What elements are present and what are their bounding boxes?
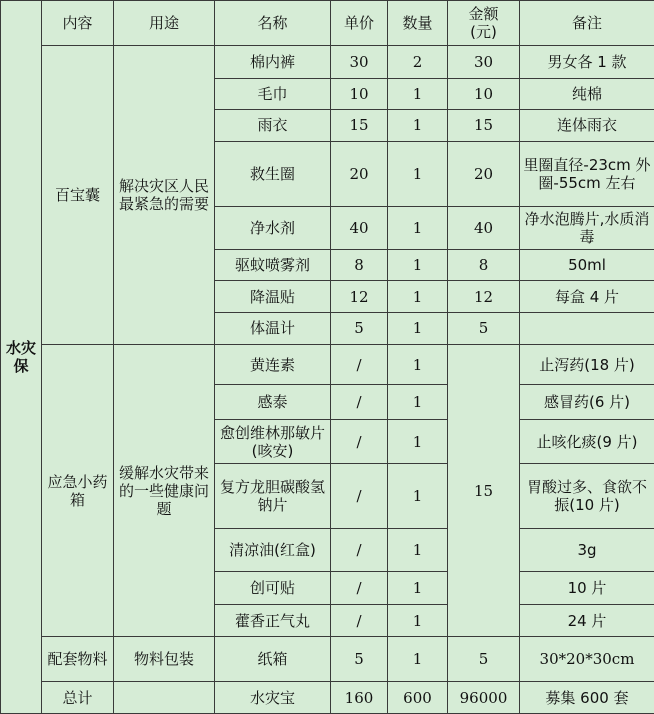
item-note: 胃酸过多、食欲不振(10 片) [520, 464, 654, 529]
item-price: / [331, 604, 388, 637]
item-note: 里圈直径-23cm 外圈-55cm 左右 [520, 141, 654, 206]
kit-title [1, 1, 42, 714]
item-name: 感泰 [215, 385, 331, 420]
group-purpose-kit: 解决灾区人民最紧急的需要 [114, 45, 215, 344]
item-note: 男女各 1 款 [520, 45, 654, 78]
item-qty: 1 [388, 110, 448, 142]
item-qty: 1 [388, 141, 448, 206]
header-note: 备注 [520, 1, 654, 46]
item-qty: 1 [388, 249, 448, 281]
item-qty: 2 [388, 45, 448, 78]
item-name: 创可贴 [215, 572, 331, 605]
item-note: 30*20*30cm [520, 637, 654, 682]
item-amount: 10 [448, 78, 520, 110]
item-note: 连体雨衣 [520, 110, 654, 142]
item-amount: 5 [448, 313, 520, 345]
header-purpose: 用途 [114, 1, 215, 46]
item-note: 50ml [520, 249, 654, 281]
item-price: / [331, 344, 388, 385]
total-qty: 600 [388, 682, 448, 714]
item-price: 5 [331, 637, 388, 682]
total-empty [114, 682, 215, 714]
item-name: 清凉油(红盒) [215, 529, 331, 572]
item-amount: 5 [448, 637, 520, 682]
item-price: 30 [331, 45, 388, 78]
item-qty: 1 [388, 464, 448, 529]
total-note: 募集 600 套 [520, 682, 654, 714]
item-name: 驱蚊喷雾剂 [215, 249, 331, 281]
item-qty: 1 [388, 572, 448, 605]
item-amount: 20 [448, 141, 520, 206]
item-name: 棉内裤 [215, 45, 331, 78]
group-content-kit: 百宝囊 [42, 45, 114, 344]
item-name: 纸箱 [215, 637, 331, 682]
item-name: 毛巾 [215, 78, 331, 110]
item-qty: 1 [388, 78, 448, 110]
item-qty: 1 [388, 529, 448, 572]
item-price: / [331, 529, 388, 572]
item-amount: 30 [448, 45, 520, 78]
item-qty: 1 [388, 344, 448, 385]
header-price: 单价 [331, 1, 388, 46]
group-amount-med: 15 [448, 344, 520, 637]
item-qty: 1 [388, 313, 448, 345]
item-amount: 8 [448, 249, 520, 281]
item-note: 净水泡腾片,水质消毒 [520, 207, 654, 250]
item-price: / [331, 572, 388, 605]
item-note: 止泻药(18 片) [520, 344, 654, 385]
table-row [1, 344, 654, 385]
item-note [520, 313, 654, 345]
item-note: 纯棉 [520, 78, 654, 110]
total-row [1, 682, 654, 714]
total-price: 160 [331, 682, 388, 714]
item-qty: 1 [388, 420, 448, 464]
item-price: 12 [331, 281, 388, 313]
item-qty: 1 [388, 604, 448, 637]
item-price: 10 [331, 78, 388, 110]
item-note: 止咳化痰(9 片) [520, 420, 654, 464]
item-price: 40 [331, 207, 388, 250]
item-name: 净水剂 [215, 207, 331, 250]
item-name: 降温贴 [215, 281, 331, 313]
item-note: 3g [520, 529, 654, 572]
item-price: / [331, 464, 388, 529]
item-amount: 40 [448, 207, 520, 250]
item-name: 救生圈 [215, 141, 331, 206]
group-purpose-supp: 物料包装 [114, 637, 215, 682]
item-price: / [331, 420, 388, 464]
item-price: / [331, 385, 388, 420]
item-price: 20 [331, 141, 388, 206]
item-name: 雨衣 [215, 110, 331, 142]
item-name: 复方龙胆碳酸氢钠片 [215, 464, 331, 529]
item-qty: 1 [388, 281, 448, 313]
item-note: 每盒 4 片 [520, 281, 654, 313]
item-name: 体温计 [215, 313, 331, 345]
total-amount: 96000 [448, 682, 520, 714]
header-amount: 金额 (元) [448, 1, 520, 46]
group-content-med: 应急小药箱 [42, 344, 114, 637]
total-name: 水灾宝 [215, 682, 331, 714]
item-name: 黄连素 [215, 344, 331, 385]
header-name: 名称 [215, 1, 331, 46]
item-note: 感冒药(6 片) [520, 385, 654, 420]
header-qty: 数量 [388, 1, 448, 46]
kit-title-text: 水灾保 [5, 339, 36, 375]
group-purpose-med: 缓解水灾带来的一些健康问题 [114, 344, 215, 637]
item-note: 10 片 [520, 572, 654, 605]
item-qty: 1 [388, 207, 448, 250]
header-content: 内容 [42, 1, 114, 46]
item-note: 24 片 [520, 604, 654, 637]
item-name: 愈创维林那敏片(咳安) [215, 420, 331, 464]
item-price: 5 [331, 313, 388, 345]
item-price: 15 [331, 110, 388, 142]
table-row [1, 637, 654, 682]
item-price: 8 [331, 249, 388, 281]
item-qty: 1 [388, 637, 448, 682]
table-row [1, 45, 654, 78]
group-content-supp: 配套物料 [42, 637, 114, 682]
total-label: 总计 [42, 682, 114, 714]
item-amount: 12 [448, 281, 520, 313]
item-name: 藿香正气丸 [215, 604, 331, 637]
item-qty: 1 [388, 385, 448, 420]
item-amount: 15 [448, 110, 520, 142]
